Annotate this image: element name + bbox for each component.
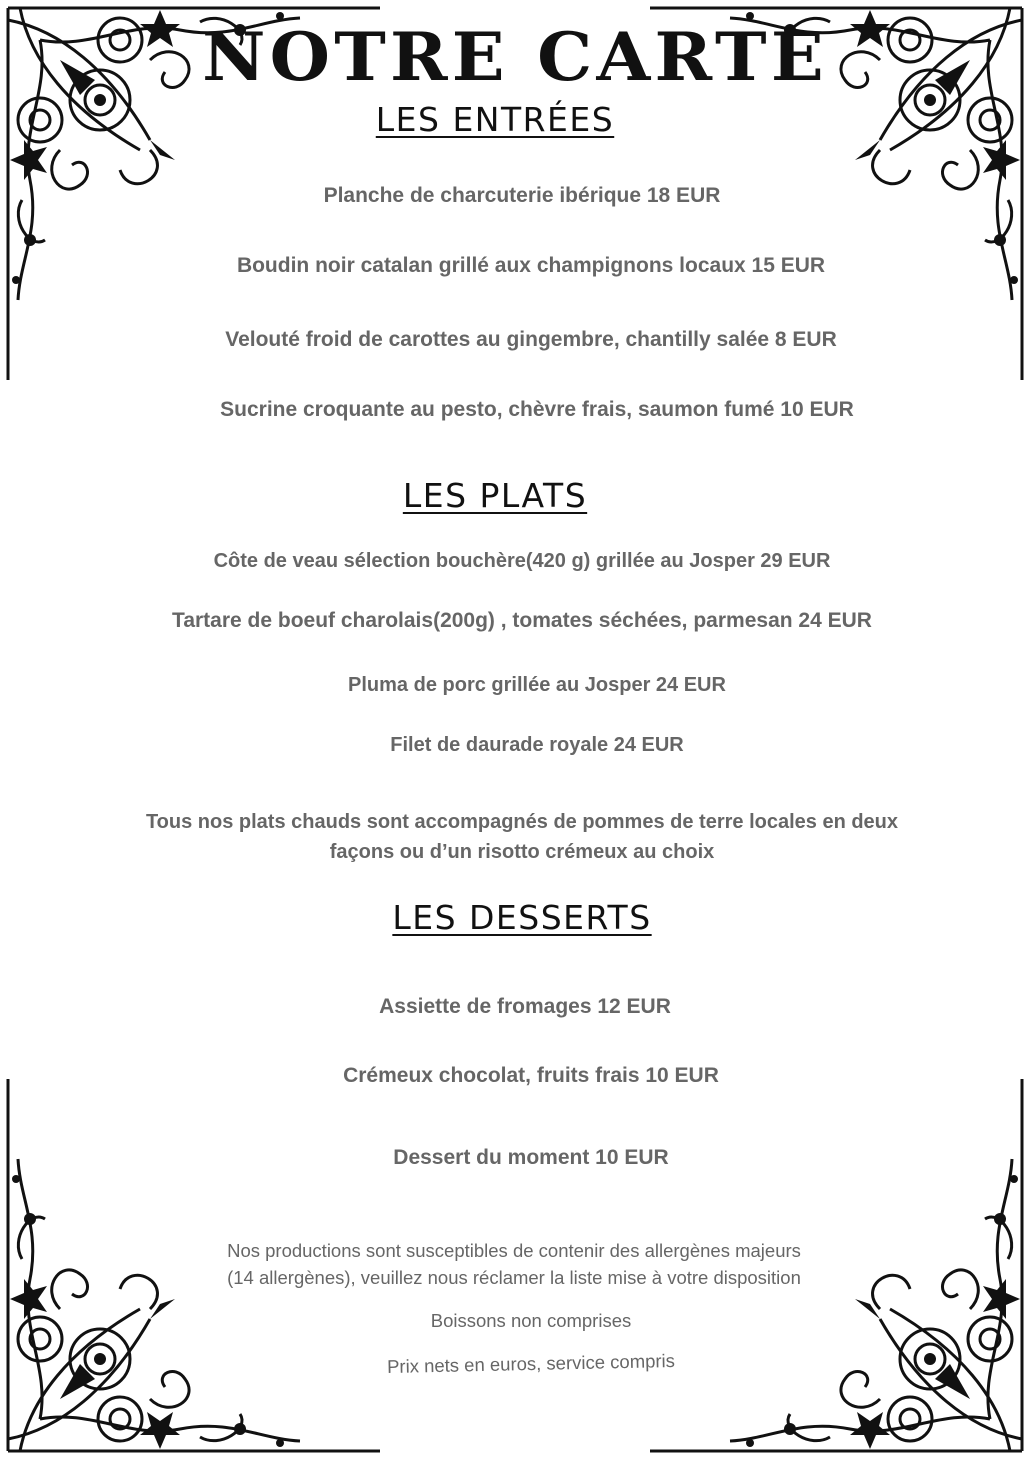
side-dish-note-line-2: façons ou d’un risotto crémeux au choix (329, 841, 715, 863)
allergens-note-line-1: Nos productions sont susceptibles de contenir des allergènes majeurs (227, 1240, 801, 1261)
dish-entree-2: Boudin noir catalan grillé aux champignons locaux 15 EUR (236, 254, 826, 277)
dish-dessert-1: Assiette de fromages 12 EUR (379, 995, 671, 1018)
dish-plat-4: Filet de daurade royale 24 EUR (390, 734, 684, 756)
section-title-entrees: LES ENTRÉES (375, 100, 615, 139)
side-dish-note-line-1: Tous nos plats chauds sont accompagnés de pommes de terre locales en deux (145, 811, 899, 833)
side-dish-note (7, 807, 1030, 867)
dish-plat-1: Côte de veau sélection bouchère(420 g) grillée au Josper 29 EUR (213, 550, 831, 572)
section-title-plats: LES PLATS (402, 476, 588, 515)
dish-dessert-2: Crémeux chocolat, fruits frais 10 EUR (343, 1064, 719, 1087)
prices-note: Prix nets en euros, service compris (386, 1349, 676, 1378)
dish-plat-3: Pluma de porc grillée au Josper 24 EUR (348, 674, 726, 696)
dish-entree-1: Planche de charcuterie ibérique 18 EUR (323, 184, 721, 207)
dish-plat-2: Tartare de boeuf charolais(200g) , tomates séchées, parmesan 24 EUR (172, 609, 872, 632)
menu-title: NOTRE CARTE (202, 18, 828, 96)
dish-entree-4: Sucrine croquante au pesto, chèvre frais, saumon fumé 10 EUR (220, 398, 854, 421)
allergens-note-line-2: (14 allergènes), veuillez nous réclamer la liste mise à votre disposition (227, 1267, 801, 1288)
allergens-note (0, 1237, 1029, 1291)
section-title-desserts: LES DESSERTS (392, 898, 652, 937)
dish-entree-3: Velouté froid de carottes au gingembre, chantilly salée 8 EUR (225, 328, 837, 351)
drinks-note: Boissons non comprises (430, 1310, 632, 1331)
dish-dessert-3: Dessert du moment 10 EUR (393, 1146, 669, 1169)
